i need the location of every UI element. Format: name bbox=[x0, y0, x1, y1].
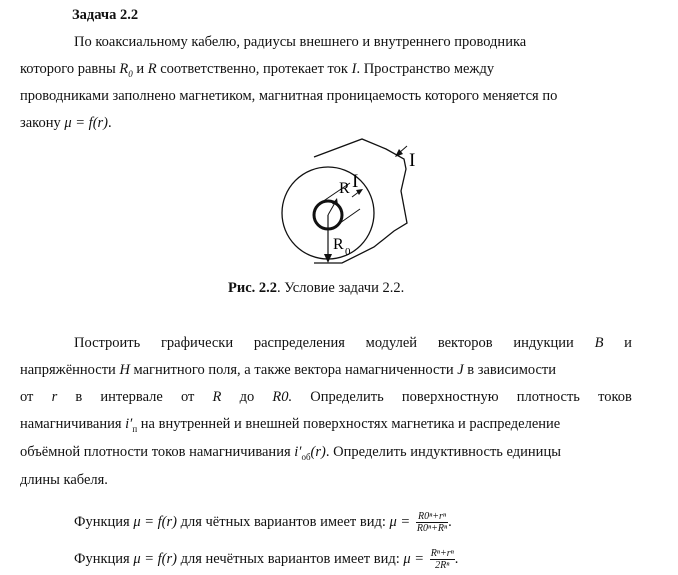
label-R0: R bbox=[333, 236, 344, 253]
symbol-r: r bbox=[51, 389, 58, 405]
intro-text-2a: которого равны bbox=[20, 61, 120, 77]
body-line-4 bbox=[20, 415, 560, 438]
symbol-r-arg: (r) bbox=[310, 444, 326, 460]
formula-odd-numerator: Rⁿ+rⁿ bbox=[430, 548, 454, 559]
formula-odd-mu: μ = f(r) bbox=[133, 550, 177, 567]
body-line-2 bbox=[20, 361, 556, 379]
symbol-R: R bbox=[212, 389, 222, 405]
body-word: Определить bbox=[310, 389, 384, 405]
intro-text-4a: закону bbox=[20, 115, 65, 131]
formula-even bbox=[74, 511, 452, 534]
symbol-i-prime: i′ bbox=[294, 444, 302, 460]
label-I-outer: I bbox=[409, 150, 416, 171]
task-title: Задача 2.2 bbox=[72, 7, 139, 23]
symbol-i-prime: i′ bbox=[125, 416, 133, 432]
caption-text: . Условие задачи 2.2. bbox=[277, 280, 405, 296]
body-word: от bbox=[20, 389, 34, 405]
body-word: модулей bbox=[365, 335, 418, 351]
intro-text-3: проводниками заполнено магнетиком, магнитная проницаемость которого меняется по bbox=[20, 88, 558, 104]
body-word: векторов bbox=[437, 335, 493, 351]
intro-line-3 bbox=[20, 87, 557, 105]
formula-odd-end: . bbox=[454, 550, 459, 567]
symbol-H: H bbox=[119, 362, 130, 378]
body-text-4b: на внутренней и внешней поверхностях магнетика и распределение bbox=[137, 416, 561, 432]
formula-odd-text-b: для нечётных вариантов имеет вид: bbox=[176, 550, 404, 567]
symbol-J: J bbox=[457, 362, 464, 378]
body-word: токов bbox=[598, 389, 632, 405]
body-word: интервале bbox=[100, 389, 163, 405]
formula-even-mu2: μ = bbox=[389, 513, 414, 530]
intro-and: и bbox=[132, 61, 148, 77]
body-text-4a: намагничивания bbox=[20, 416, 126, 432]
label-R0-sub: 0 bbox=[345, 246, 351, 258]
body-text-2a: напряжённости bbox=[20, 362, 120, 378]
body-word: до bbox=[239, 389, 255, 405]
formula-odd bbox=[74, 548, 458, 571]
body-word: индукции bbox=[513, 335, 574, 351]
formula-odd-mu2: μ = bbox=[403, 550, 428, 567]
intro-text-1: По коаксиальному кабелю, радиусы внешнего и внутреннего проводника bbox=[74, 34, 527, 50]
body-word: Построить bbox=[74, 335, 141, 351]
formula-odd-fraction bbox=[430, 548, 455, 571]
body-text-5a: объёмной плотности токов намагничивания bbox=[20, 444, 295, 460]
formula-even-mu: μ = f(r) bbox=[133, 513, 177, 530]
body-line-6 bbox=[20, 471, 108, 489]
formula-mu-f-r: μ = f(r) bbox=[64, 115, 109, 131]
intro-line-2 bbox=[20, 60, 494, 83]
symbol-I: I bbox=[351, 61, 357, 77]
body-line-1 bbox=[74, 334, 632, 352]
formula-even-text-b: для чётных вариантов имеет вид: bbox=[176, 513, 390, 530]
symbol-i-prime-sub: п bbox=[132, 423, 138, 434]
body-word: и bbox=[624, 335, 632, 351]
intro-text-2b: соответственно, протекает ток bbox=[156, 61, 352, 77]
body-word: в bbox=[75, 389, 83, 405]
intro-text-2c: . Пространство между bbox=[356, 61, 495, 77]
body-word: от bbox=[180, 389, 195, 405]
intro-line-4 bbox=[20, 114, 112, 132]
body-text-6: длины кабеля. bbox=[20, 472, 108, 488]
symbol-R0-sub: 0 bbox=[128, 68, 133, 79]
formula-odd-text-a: Функция bbox=[74, 550, 134, 567]
body-text-5b: . Определить индуктивность единицы bbox=[325, 444, 561, 460]
body-line-3 bbox=[20, 388, 632, 406]
body-word: распределения bbox=[253, 335, 345, 351]
symbol-i-prime-sub: об bbox=[301, 451, 311, 462]
label-R: R bbox=[339, 180, 350, 197]
intro-line-1 bbox=[74, 33, 526, 51]
symbol-B: B bbox=[594, 335, 604, 351]
body-text-2b: магнитного поля, а также вектора намагниченности bbox=[129, 362, 458, 378]
body-word: плотность bbox=[516, 389, 580, 405]
intro-text-4b: . bbox=[108, 115, 112, 131]
formula-odd-denominator: 2Rⁿ bbox=[435, 560, 450, 571]
formula-even-text-a: Функция bbox=[74, 513, 134, 530]
label-I-inner: I bbox=[352, 171, 359, 192]
body-word: графически bbox=[160, 335, 234, 351]
formula-even-numerator: R0ⁿ+rⁿ bbox=[416, 511, 448, 523]
symbol-R0: R bbox=[119, 61, 129, 77]
figure-caption bbox=[228, 279, 404, 297]
body-text-2c: в зависимости bbox=[463, 362, 557, 378]
formula-even-denominator: R0ⁿ+Rⁿ bbox=[416, 523, 448, 534]
symbol-R0: R0. bbox=[272, 389, 293, 405]
formula-even-fraction bbox=[416, 511, 448, 534]
coaxial-cable-figure bbox=[266, 135, 426, 275]
body-word: поверхностную bbox=[401, 389, 499, 405]
body-line-5 bbox=[20, 443, 561, 466]
caption-label: Рис. 2.2 bbox=[228, 280, 278, 296]
symbol-R: R bbox=[147, 61, 157, 77]
formula-even-end: . bbox=[448, 513, 452, 530]
